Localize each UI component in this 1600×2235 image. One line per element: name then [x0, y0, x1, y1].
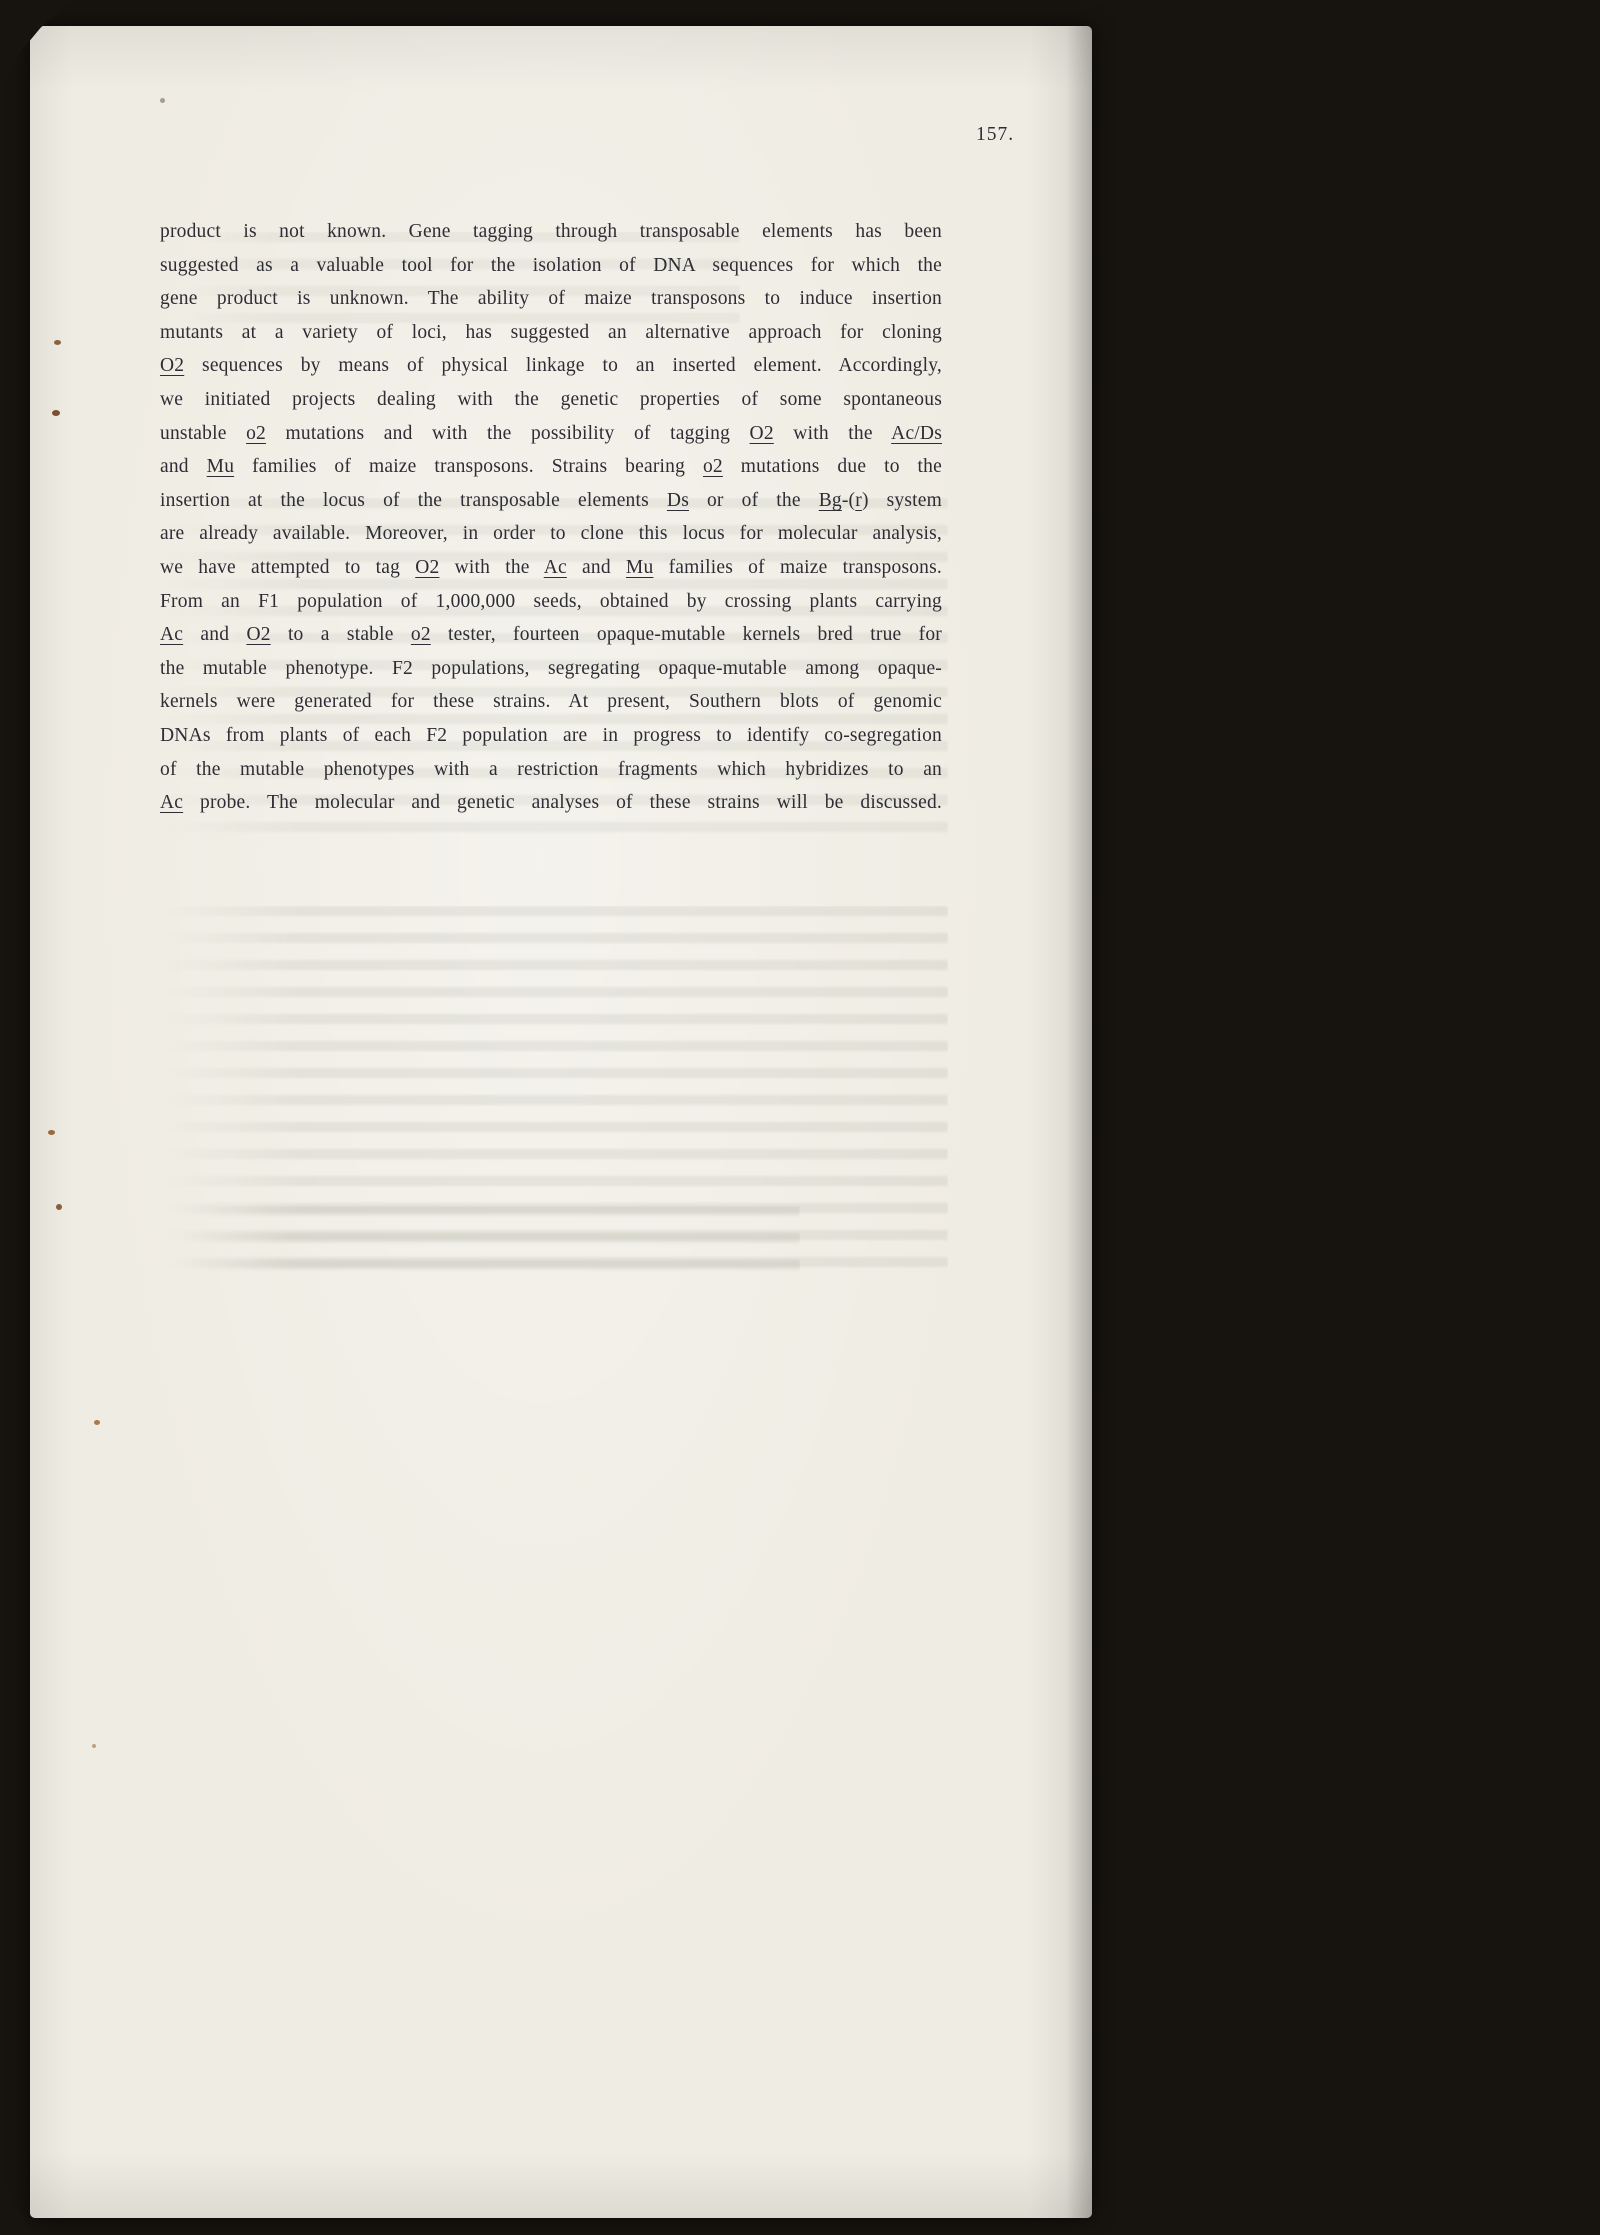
scanned-page — [30, 26, 1092, 2218]
text-line: the mutable phenotype. F2 populations, segregating opaque-mutable among opaque- — [160, 657, 942, 679]
text-line: are already available. Moreover, in order to clone this locus for molecular analysis, — [160, 523, 942, 545]
text-line: Ac and O2 to a stable o2 tester, fourteen opaque-mutable kernels bred true for — [160, 624, 942, 646]
text-line: DNAs from plants of each F2 population are in progress to identify co-segregation — [160, 724, 942, 746]
text-line: suggested as a valuable tool for the isolation of DNA sequences for which the — [160, 254, 942, 276]
text-line: and Mu families of maize transposons. Strains bearing o2 mutations due to the — [160, 456, 942, 478]
ink-speck — [94, 1420, 100, 1425]
abstract-paragraph — [160, 215, 942, 820]
text-line: we initiated projects dealing with the genetic properties of some spontaneous — [160, 388, 942, 410]
ink-speck — [54, 340, 61, 345]
text-line: kernels were generated for these strains. At present, Southern blots of genomic — [160, 691, 942, 713]
ink-speck — [52, 410, 60, 416]
text-line: insertion at the locus of the transposable elements Ds or of the Bg-(r) system — [160, 489, 943, 511]
text-line: we have attempted to tag O2 with the Ac and Mu families of maize transposons. — [160, 556, 942, 578]
text-line: gene product is unknown. The ability of maize transposons to induce insertion — [160, 288, 942, 310]
text-line: product is not known. Gene tagging through transposable elements has been — [160, 221, 942, 242]
page-number: 157. — [976, 124, 1015, 145]
bleedthrough-text-references — [180, 1206, 800, 1284]
text-line: mutants at a variety of loci, has suggested an alternative approach for cloning — [160, 321, 942, 343]
text-line: From an F1 population of 1,000,000 seeds, obtained by crossing plants carrying — [160, 590, 942, 612]
text-line: of the mutable phenotypes with a restriction fragments which hybridizes to an — [160, 758, 942, 780]
ink-speck — [56, 1204, 62, 1210]
ink-speck — [48, 1130, 55, 1135]
text-line: O2 sequences by means of physical linkage to an inserted element. Accordingly, — [160, 355, 942, 377]
ink-speck — [92, 1744, 96, 1748]
ink-speck — [160, 98, 165, 103]
page-edge-shadow — [1066, 26, 1092, 2218]
text-line: Ac probe. The molecular and genetic analyses of these strains will be discussed. — [160, 792, 942, 814]
text-line: unstable o2 mutations and with the possibility of tagging O2 with the Ac/Ds — [160, 422, 942, 444]
